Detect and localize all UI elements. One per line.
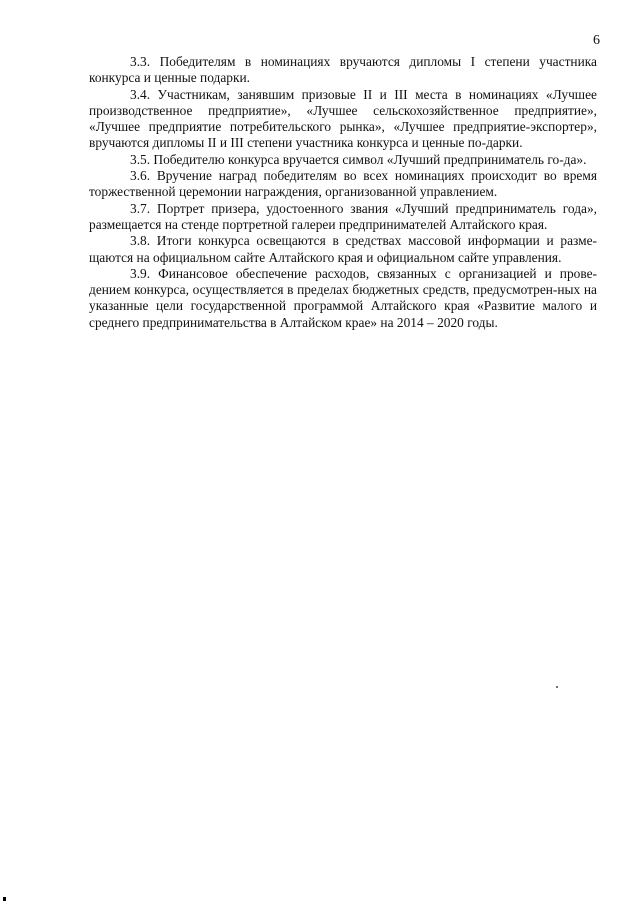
- paragraph-3-9: 3.9. Финансовое обеспечение расходов, связанных с организацией и прове-дением конкурса, осуществляется в пределах бюджетных средств, предусмотрен-ных на указанные цели государственной программой Алтайского края «Развитие малого и среднего предпринимательства в Алтайском крае» на 2014 – 2020 годы.: [89, 265, 597, 330]
- paragraph-3-8: 3.8. Итоги конкурса освещаются в средствах массовой информации и разме-щаются на официальном сайте Алтайского края и официальном сайте управления.: [89, 233, 597, 265]
- scan-artifact-mark: [3, 897, 6, 901]
- paragraph-3-3: 3.3. Победителям в номинациях вручаются дипломы I степени участника конкурса и ценные подарки.: [89, 54, 597, 86]
- scan-artifact-dot: [556, 686, 558, 688]
- document-body: [89, 54, 597, 331]
- paragraph-3-7: 3.7. Портрет призера, удостоенного звания «Лучший предприниматель года», размещается на стенде портретной галереи предпринимателей Алтайского края.: [89, 200, 597, 232]
- paragraph-3-5: 3.5. Победителю конкурса вручается символ «Лучший предприниматель го-да».: [130, 151, 587, 167]
- page-number: 6: [593, 33, 600, 48]
- paragraph-3-4: 3.4. Участникам, занявшим призовые II и III места в номинациях «Лучшее производственное предприятие», «Лучшее сельскохозяйственное предприятие», «Лучшее предприятие потребительского рынка», «Лучшее предприятие-экспортер», вручаются дипломы II и III степени участника конкурса и ценные по-дарки.: [89, 86, 597, 151]
- paragraph-3-6: 3.6. Вручение наград победителям во всех номинациях происходит во время торжественной церемонии награждения, организованной управлением.: [89, 168, 597, 200]
